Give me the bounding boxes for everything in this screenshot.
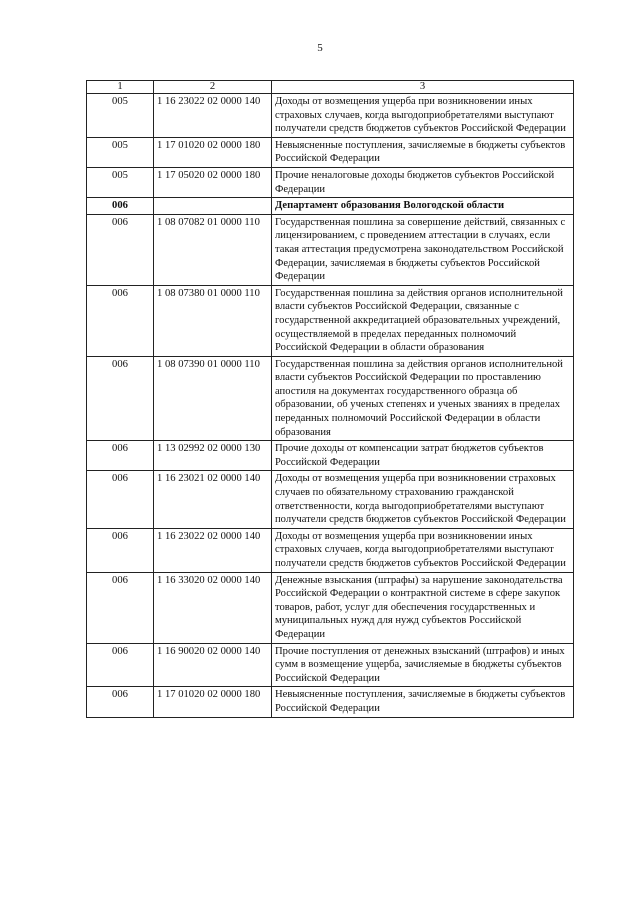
admin-code-cell: 006 [87,643,154,687]
revenue-name-cell: Невыясненные поступления, зачисляемые в бюджеты субъектов Российской Федерации [272,137,574,167]
table-row [87,643,574,687]
budget-code-cell: 1 13 02992 02 0000 130 [154,441,272,471]
revenue-name-cell: Доходы от возмещения ущерба при возникновении страховых случаев по обязательному страхованию гражданской ответственности, когда выгодоприобретателями выступают получатели средств бюджетов субъектов Российской Федерации [272,471,574,528]
budget-code-cell: 1 17 01020 02 0000 180 [154,137,272,167]
table-header-row [87,81,574,94]
revenue-name-cell: Прочие доходы от компенсации затрат бюджетов субъектов Российской Федерации [272,441,574,471]
admin-code-cell: 006 [87,214,154,285]
admin-code-cell: 005 [87,137,154,167]
admin-code-cell: 006 [87,285,154,356]
revenue-name-cell: Прочие поступления от денежных взысканий (штрафов) и иных сумм в возмещение ущерба, зачисляемые в бюджеты субъектов Российской Федерации [272,643,574,687]
revenue-name-cell: Доходы от возмещения ущерба при возникновении иных страховых случаев, когда выгодоприобретателями выступают получатели средств бюджетов субъектов Российской Федерации [272,94,574,138]
revenue-name-cell: Департамент образования Вологодской области [272,198,574,215]
table-row [87,214,574,285]
budget-code-cell: 1 16 90020 02 0000 140 [154,643,272,687]
budget-code-cell: 1 08 07082 01 0000 110 [154,214,272,285]
admin-code-cell: 005 [87,94,154,138]
table-row [87,94,574,138]
department-row [87,198,574,215]
budget-code-cell: 1 16 23021 02 0000 140 [154,471,272,528]
budget-code-cell: 1 17 01020 02 0000 180 [154,687,272,717]
budget-code-cell: 1 16 23022 02 0000 140 [154,94,272,138]
table-row [87,528,574,572]
revenue-name-cell: Государственная пошлина за действия органов исполнительной власти субъектов Российской Федерации по проставлению апостиля на документах государственного образца об образовании, об ученых степенях и ученых званиях в пределах переданных полномочий Российской Федерации в области образования [272,356,574,441]
revenue-name-cell: Прочие неналоговые доходы бюджетов субъектов Российской Федерации [272,167,574,197]
admin-code-cell: 006 [87,356,154,441]
admin-code-cell: 006 [87,441,154,471]
admin-code-cell: 006 [87,687,154,717]
admin-code-cell: 005 [87,167,154,197]
page-number: 5 [317,42,323,54]
table-body [87,94,574,718]
admin-code-cell: 006 [87,528,154,572]
admin-code-cell: 006 [87,471,154,528]
admin-code-cell: 006 [87,198,154,215]
revenue-name-cell: Невыясненные поступления, зачисляемые в бюджеты субъектов Российской Федерации [272,687,574,717]
column-header-3: 3 [272,81,574,94]
table-row [87,167,574,197]
table-row [87,285,574,356]
revenue-name-cell: Государственная пошлина за совершение действий, связанных с лицензированием, с проведением аттестации в случаях, если такая аттестация предусмотрена законодательством Российской Федерации, зачисляемая в бюджеты субъектов Российской Федерации [272,214,574,285]
budget-code-cell: 1 16 23022 02 0000 140 [154,528,272,572]
column-header-1: 1 [87,81,154,94]
table-row [87,572,574,643]
revenue-name-cell: Денежные взыскания (штрафы) за нарушение законодательства Российской Федерации о контрактной системе в сфере закупок товаров, работ, услуг для обеспечения государственных и муниципальных нужд для нужд субъектов Российской Федерации [272,572,574,643]
budget-code-cell: 1 17 05020 02 0000 180 [154,167,272,197]
table-row [87,356,574,441]
budget-code-cell: 1 08 07390 01 0000 110 [154,356,272,441]
admin-code-cell: 006 [87,572,154,643]
budget-code-cell [154,198,272,215]
revenue-codes-table [86,80,574,718]
budget-code-cell: 1 08 07380 01 0000 110 [154,285,272,356]
column-header-2: 2 [154,81,272,94]
table-row [87,441,574,471]
table-row [87,471,574,528]
table-row [87,687,574,717]
revenue-name-cell: Государственная пошлина за действия органов исполнительной власти субъектов Российской Федерации, связанные с государственной аккредитацией образовательных учреждений, осуществляемой в пределах переданных полномочий Российской Федерации в области образования [272,285,574,356]
budget-code-cell: 1 16 33020 02 0000 140 [154,572,272,643]
table-row [87,137,574,167]
revenue-name-cell: Доходы от возмещения ущерба при возникновении иных страховых случаев, когда выгодоприобретателями выступают получатели средств бюджетов субъектов Российской Федерации [272,528,574,572]
